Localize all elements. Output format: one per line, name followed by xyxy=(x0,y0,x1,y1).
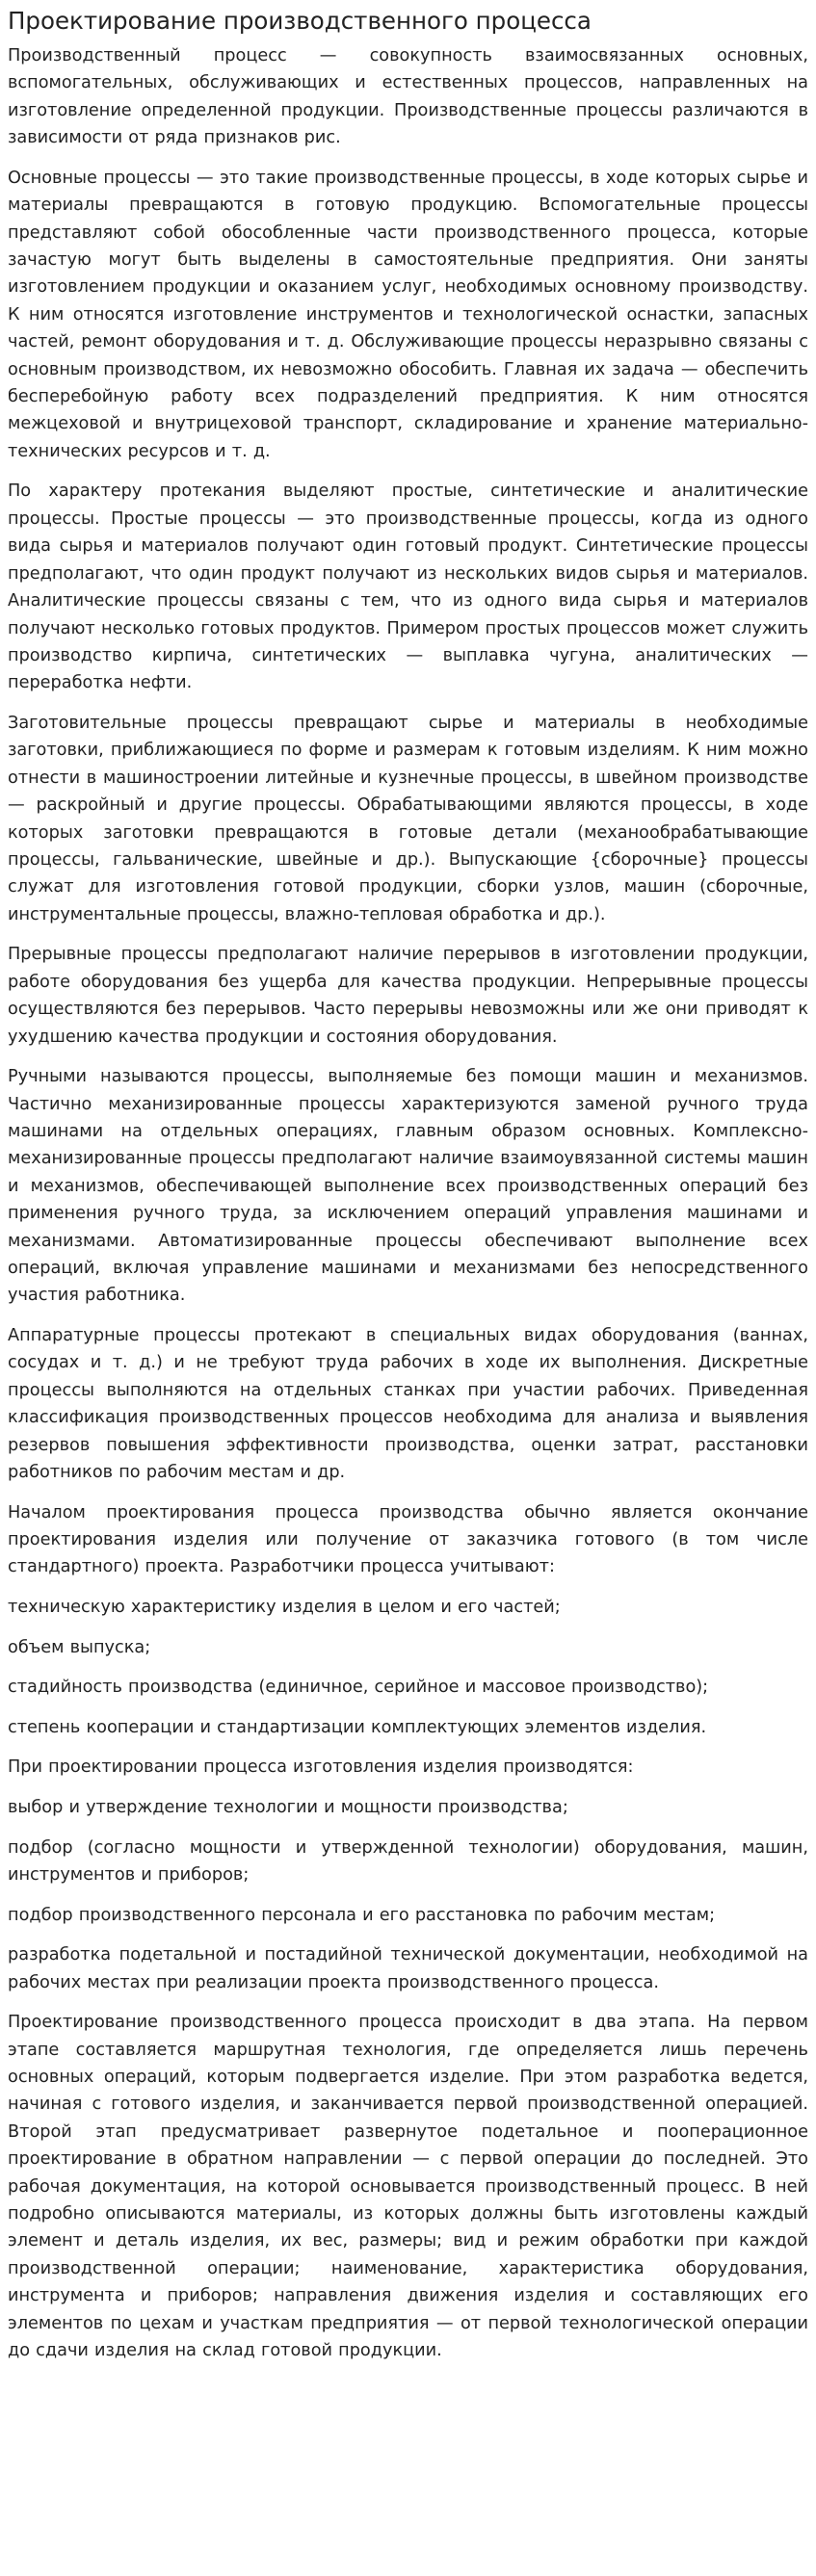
list-item: подбор (согласно мощности и утвержденной технологии) оборудования, машин, инструментов и приборов; xyxy=(8,1837,808,1885)
list-item: стадийность производства (единичное, серийное и массовое производство); xyxy=(8,1678,709,1698)
paragraph: Производственный процесс — совокупность взаимосвязанных основных, вспомогательных, обслуживающих и естественных процессов, направленных на изготовление определенной продукции. Производственные процессы различаются в зависимости от ряда признаков рис. xyxy=(8,46,808,148)
list-item: подбор производственного персонала и его расстановка по рабочим местам; xyxy=(8,1905,716,1925)
list-item: степень кооперации и стандартизации комплектующих элементов изделия. xyxy=(8,1717,707,1737)
paragraph: Аппаратурные процессы протекают в специальных видах оборудования (ваннах, сосудах и т. д.) и не требуют труда рабочих в ходе их выполнения. Дискретные процессы выполняются на отдельных станках при участии рабочих. Приведенная классификация производственных процессов необходима для анализа и выявления резервов повышения эффективности производства, оценки затрат, расстановки работников по рабочим местам и др. xyxy=(8,1326,808,1483)
paragraph: Основные процессы — это такие производственные процессы, в ходе которых сырье и материалы превращаются в готовую продукцию. Вспомогательные процессы представляют собой обособленные части производственного процесса, которые зачастую могут быть выделены в самостоятельные предприятия. Они заняты изготовлением продукции и оказанием услуг, необходимых основному производству. К ним относятся изготовление инструментов и технологической оснастки, запасных частей, ремонт оборудования и т. д. Обслуживающие процессы неразрывно связаны с основным производством, их невозможно обособить. Главная их задача — обеспечить бесперебойную работу всех подразделений предприятия. К ним относятся межцеховой и внутрицеховой транспорт, складирование и хранение материально-технических ресурсов и т. д. xyxy=(8,168,808,461)
paragraph: По характеру протекания выделяют простые, синтетические и аналитические процессы. Простые процессы — это производственные процессы, когда из одного вида сырья и материалов получают один готовый продукт. Синтетические процессы предполагают, что один продукт получают из нескольких видов сырья и материалов. Аналитические процессы связаны с тем, что из одного вида сырья и материалов получают несколько готовых продуктов. Примером простых процессов может служить производство кирпича, синтетических — выплавка чугуна, аналитических — переработка нефти. xyxy=(8,481,808,693)
paragraph: Ручными называются процессы, выполняемые без помощи машин и механизмов. Частично механизированные процессы характеризуются заменой ручного труда машинами на отдельных операциях, главным образом основных. Комплексно-механизированные процессы предполагают наличие взаимоувязанной системы машин и механизмов, обеспечивающей выполнение всех производственных операций без применения ручного труда, за исключением операций управления машинами и механизмами. Автоматизированные процессы обеспечивают выполнение всех операций, включая управление машинами и механизмами без непосредственного участия работника. xyxy=(8,1067,808,1306)
paragraph: Проектирование производственного процесса происходит в два этапа. На первом этапе составляется маршрутная технология, где определяется лишь перечень основных операций, которым подвергается изделие. При этом разработка ведется, начиная с готового изделия, и заканчивается первой производственной операцией. Второй этап предусматривает развернутое подетальное и пооперационное проектирование в обратном направлении — с первой операции до последней. Это рабочая документация, на которой основывается производственный процесс. В ней подробно описываются материалы, из которых должны быть изготовлены каждый элемент и деталь изделия, их вес, размеры; вид и режим обработки при каждой производственной операции; наименование, характеристика оборудования, инструмента и приборов; направления движения изделия и составляющих его элементов по цехам и участкам предприятия — от первой технологической операции до сдачи изделия на склад готовой продукции. xyxy=(8,2013,808,2361)
list-item: выбор и утверждение технологии и мощности производства; xyxy=(8,1798,568,1817)
page-title: Проектирование производственного процесса xyxy=(8,7,592,35)
article-body xyxy=(8,42,808,2364)
paragraph: Прерывные процессы предполагают наличие перерывов в изготовлении продукции, работе оборудования без ущерба для качества продукции. Непрерывные процессы осуществляются без перерывов. Часто перерывы невозможны или же они приводят к ухудшению качества продукции и состояния оборудования. xyxy=(8,945,808,1047)
paragraph: Началом проектирования процесса производства обычно является окончание проектирования изделия или получение от заказчика готового (в том числе стандартного) проекта. Разработчики процесса учитывают: xyxy=(8,1502,808,1577)
paragraph: При проектировании процесса изготовления изделия производятся: xyxy=(8,1757,634,1778)
list-item: техническую характеристику изделия в целом и его частей; xyxy=(8,1598,561,1618)
paragraph: Заготовительные процессы превращают сырье и материалы в необходимые заготовки, приближающиеся по форме и размерам к готовым изделиям. К ним можно отнести в машиностроении литейные и кузнечные процессы, в швейном производстве — раскройный и другие процессы. Обрабатывающими являются процессы, в ходе которых заготовки превращаются в готовые детали (механообрабатывающие процессы, гальванические, швейные и др.). Выпускающие {сборочные} процессы служат для изготовления готовой продукции, сборки узлов, машин (сборочные, инструментальные процессы, влажно-тепловая обработка и др.). xyxy=(8,713,808,924)
list-item: разработка подетальной и постадийной технической документации, необходимой на рабочих местах при реализации проекта производственного процесса. xyxy=(8,1945,808,1992)
list-item: объем выпуска; xyxy=(8,1637,151,1657)
